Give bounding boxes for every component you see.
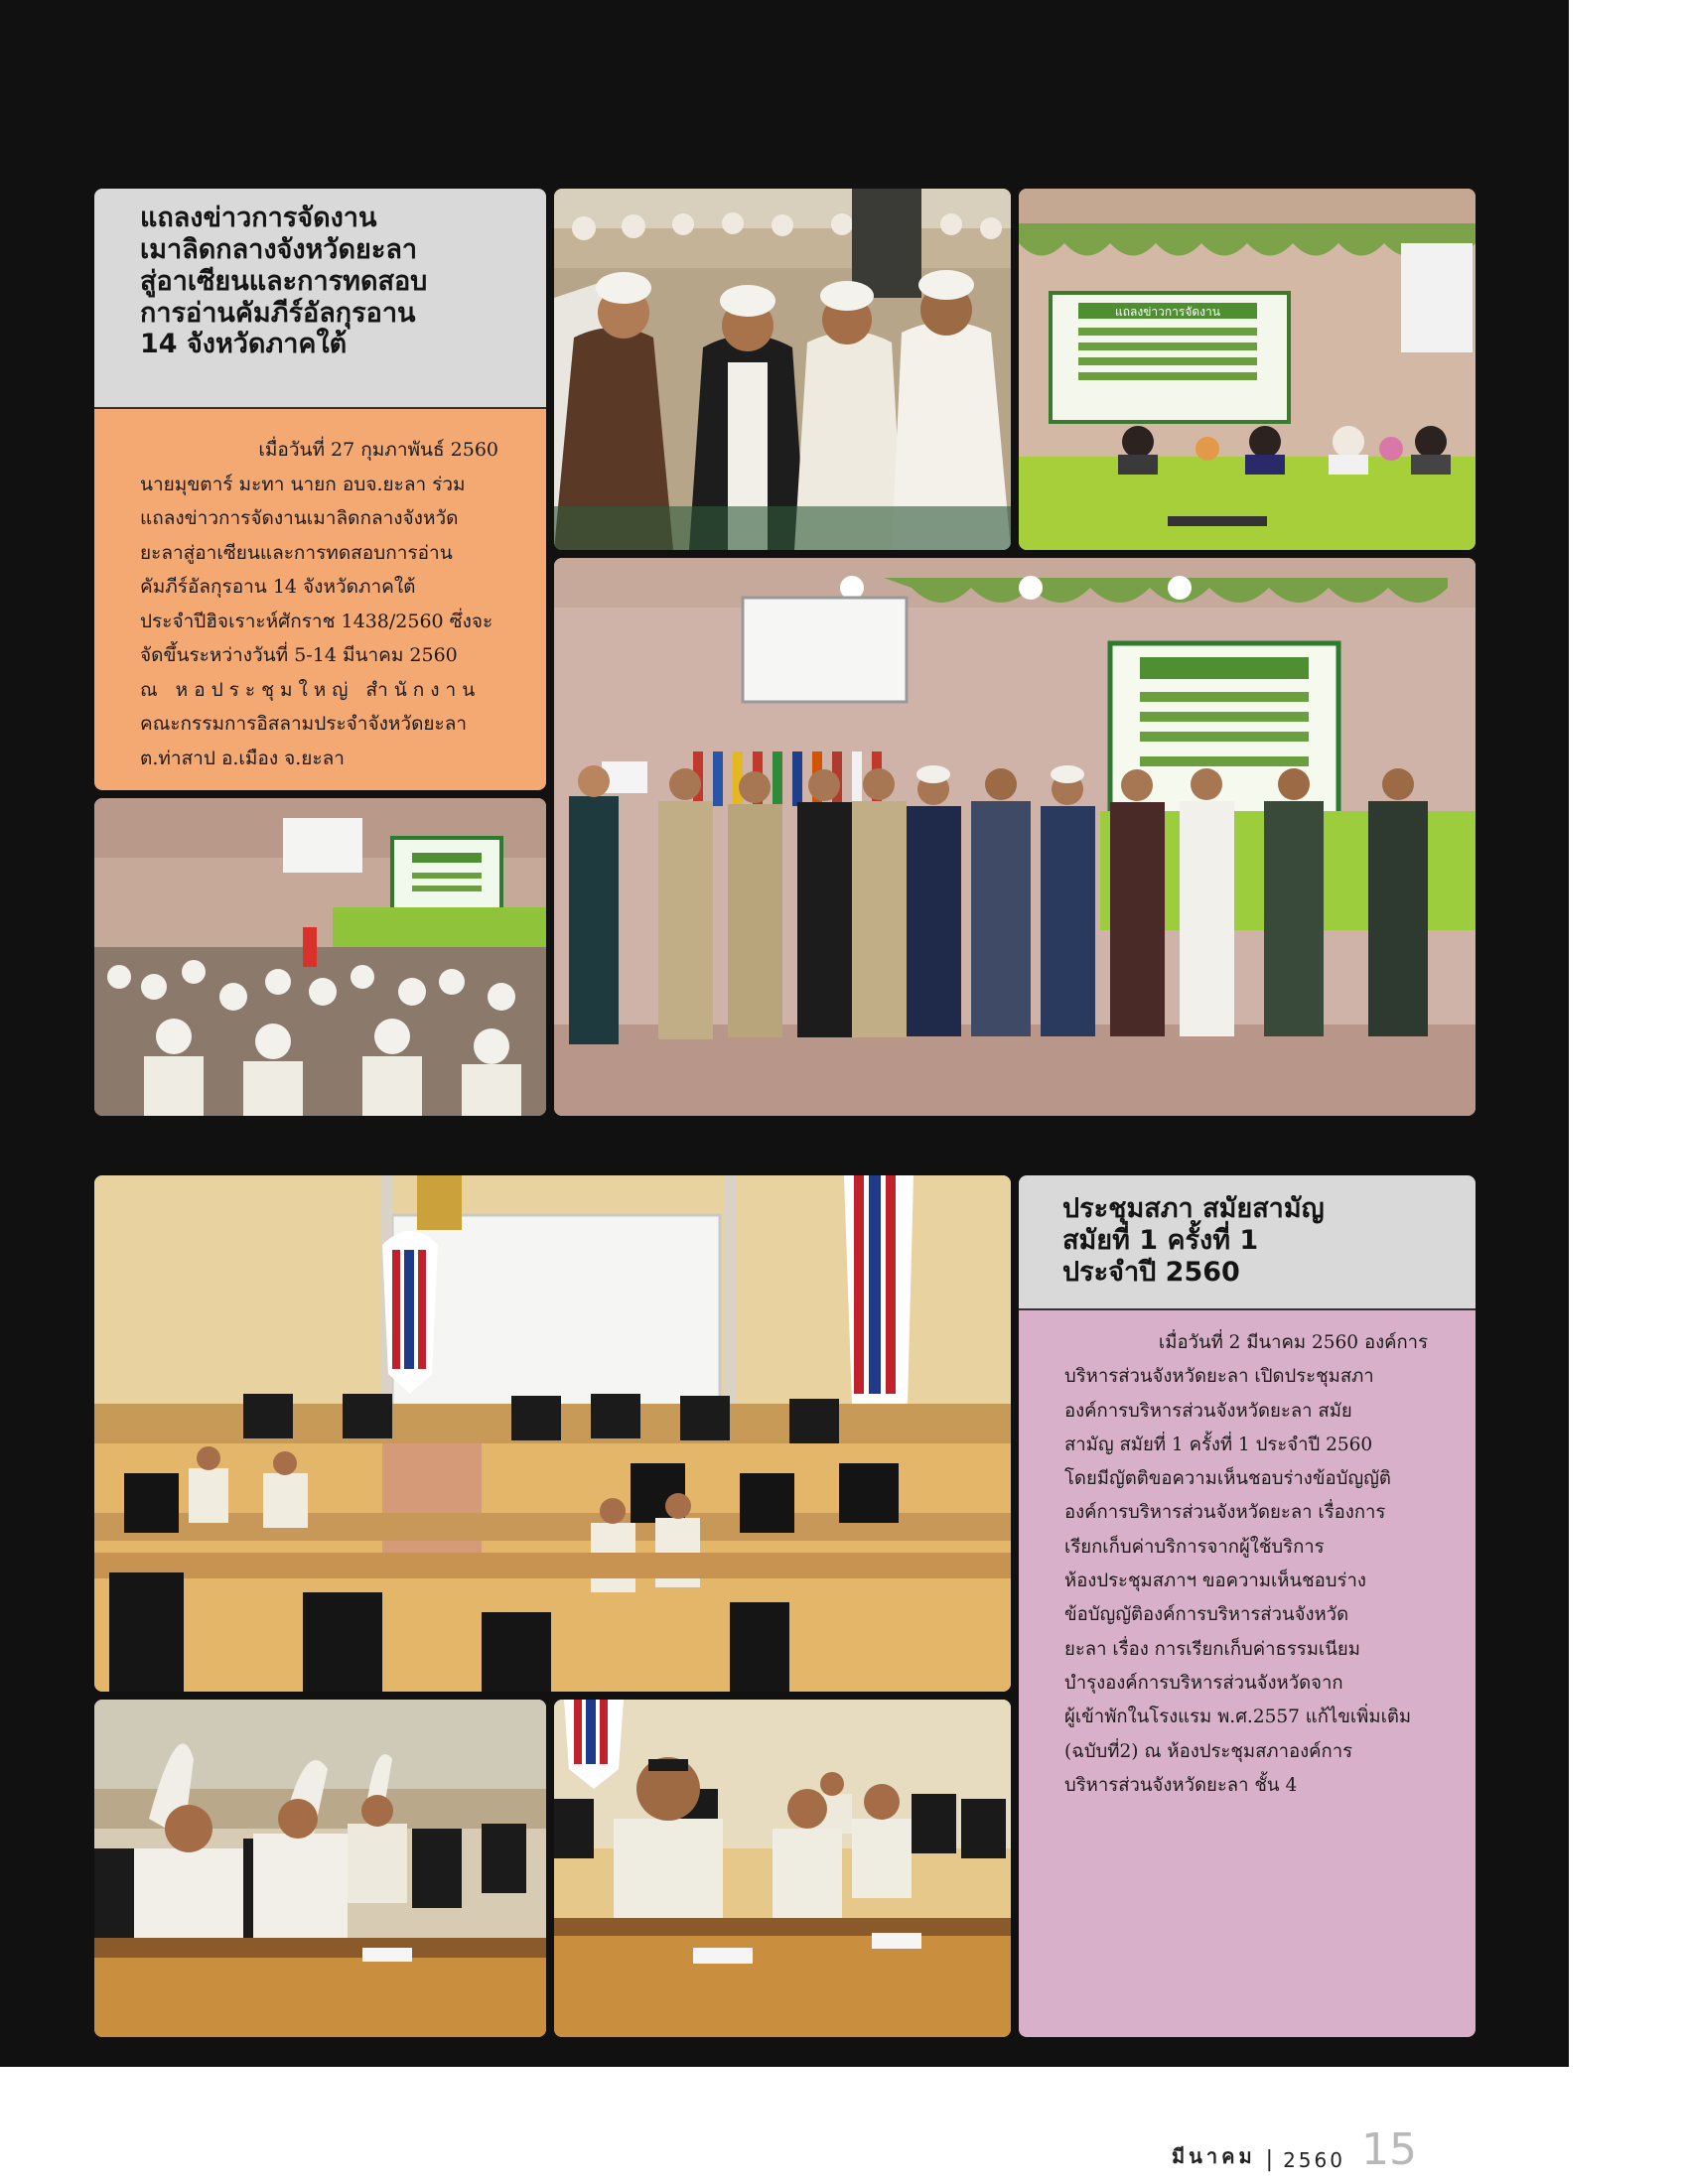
article2-body-line: โดยมีญัตติขอความเห็นชอบร่างข้อบัญญัติ	[1064, 1468, 1391, 1490]
article2-body-line: องค์การบริหารส่วนจังหวัดยะลา เรื่องการ	[1064, 1502, 1386, 1524]
article1-title-line: แถลงข่าวการจัดงาน	[140, 203, 377, 233]
article2-body-line: (ฉบับที่2) ณ ห้องประชุมสภาองค์การ	[1064, 1740, 1353, 1762]
article2-body-line: ห้องประชุมสภาฯ ขอความเห็นชอบร่าง	[1064, 1570, 1366, 1592]
article2-body-line: เรียกเก็บค่าบริการจากผู้ใช้บริการ	[1064, 1536, 1325, 1558]
article2-body-line: ผู้เข้าพักในโรงแรม พ.ศ.2557 แก้ไขเพิ่มเติม	[1064, 1706, 1412, 1728]
article2-body-line: บริหารส่วนจังหวัดยะลา ชั้น 4	[1064, 1774, 1298, 1796]
article1-body-line: ณ หอประชุมใหญ่ สำนักงาน	[140, 678, 482, 701]
photo-group-stage	[554, 558, 1476, 1116]
footer-month: มีนาคม	[1172, 2144, 1256, 2168]
article1-title-line: การอ่านคัมภีร์อัลกุรอาน	[140, 297, 416, 329]
article1-title-line: สู่อาเซียนและการทดสอบ	[140, 265, 428, 297]
article1-body-line: ยะลาสู่อาเซียนและการทดสอบการอ่าน	[140, 541, 453, 564]
article2-body-line: ข้อบัญญัติองค์การบริหารส่วนจังหวัด	[1064, 1604, 1349, 1626]
article1-body	[94, 409, 546, 790]
article2-title	[1019, 1175, 1476, 1308]
footer-separator: |	[1265, 2147, 1274, 2172]
page-number: 15	[1360, 2124, 1417, 2175]
article1-title-line: 14 จังหวัดภาคใต้	[140, 329, 348, 360]
article2-title-line: ประชุมสภา สมัยสามัญ	[1062, 1193, 1325, 1224]
article1-body-line: แถลงข่าวการจัดงานเมาลิดกลางจังหวัด	[140, 507, 459, 529]
article2-body-line: เมื่อวันที่ 2 มีนาคม 2560 องค์การ	[1158, 1332, 1428, 1353]
article2-body-line: สามัญ สมัยที่ 1 ครั้งที่ 1 ประจำปี 2560	[1064, 1433, 1373, 1455]
photo-council-president	[554, 1700, 1011, 2037]
article1-body-line: ประจำปีฮิจเราะห์ศักราช 1438/2560 ซึ่งจะ	[140, 610, 493, 632]
footer-year: 2560	[1283, 2148, 1345, 2172]
photo-council-chamber	[94, 1175, 1011, 1692]
article2-body-line: องค์การบริหารส่วนจังหวัดยะลา สมัย	[1064, 1400, 1352, 1422]
article1-card	[94, 189, 546, 790]
article2-body-line: บำรุงองค์การบริหารส่วนจังหวัดจาก	[1064, 1672, 1343, 1694]
photo-hall-wide	[94, 798, 546, 1116]
article1-body-line: นายมุขตาร์ มะทา นายก อบจ.ยะลา ร่วม	[140, 473, 466, 495]
article2-title-line: สมัยที่ 1 ครั้งที่ 1	[1062, 1224, 1259, 1256]
article1-body-line: เมื่อวันที่ 27 กุมภาพันธ์ 2560	[258, 439, 498, 461]
article1-body-line: ต.ท่าสาป อ.เมือง จ.ยะลา	[140, 747, 345, 769]
photo-voting-hands	[94, 1700, 546, 2037]
article2-title-line: ประจำปี 2560	[1062, 1256, 1240, 1288]
article1-body-line: จัดขึ้นระหว่างวันที่ 5-14 มีนาคม 2560	[140, 644, 458, 666]
photo-audience-caps	[554, 189, 1011, 550]
article1-body-line: คัมภีร์อัลกุรอาน 14 จังหวัดภาคใต้	[140, 576, 416, 598]
article2-card	[1019, 1175, 1476, 2037]
article2-body-line: บริหารส่วนจังหวัดยะลา เปิดประชุมสภา	[1064, 1366, 1374, 1388]
article2-body-line: ยะลา เรื่อง การเรียกเก็บค่าธรรมเนียม	[1064, 1638, 1360, 1660]
page-footer	[1172, 2122, 1417, 2175]
article1-title-line: เมาลิดกลางจังหวัดยะลา	[140, 233, 418, 265]
article1-title	[94, 189, 546, 407]
article1-body-line: คณะกรรมการอิสลามประจำจังหวัดยะลา	[140, 713, 468, 735]
photo-press-panel	[1019, 189, 1476, 550]
banner-text: แถลงข่าวการจัดงาน	[1115, 305, 1220, 319]
article2-body	[1019, 1310, 1476, 2037]
